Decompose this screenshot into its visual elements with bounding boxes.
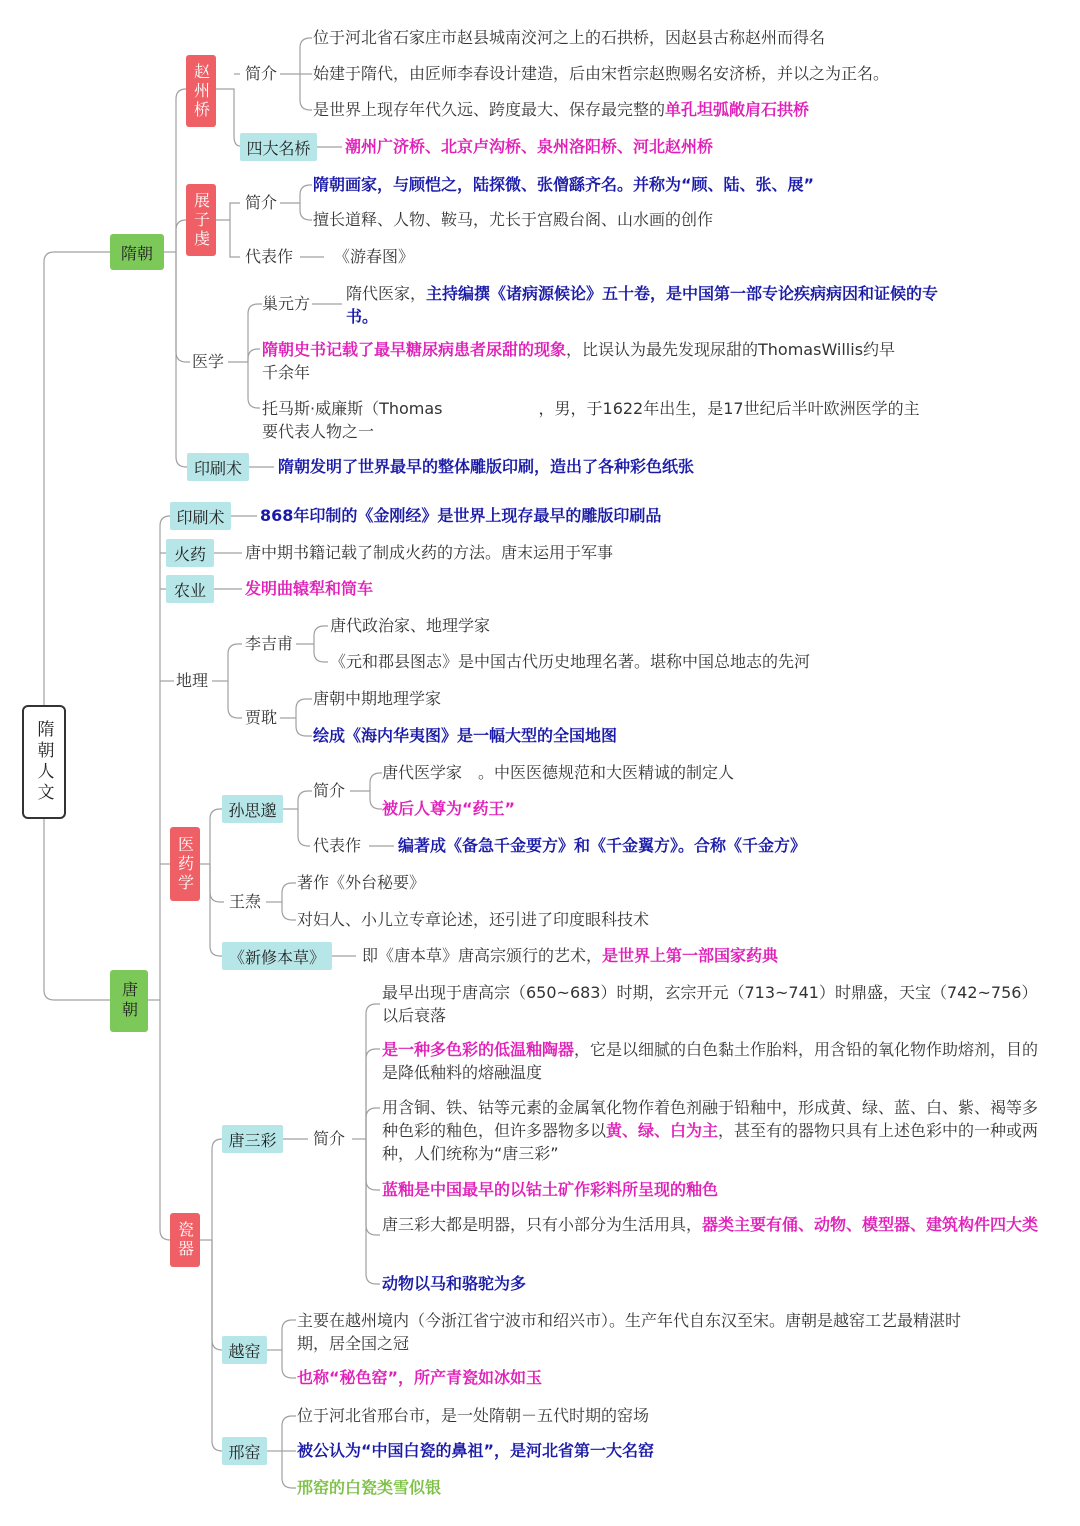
node-xing-kiln[interactable]: 邢窑 <box>222 1437 267 1465</box>
tsc-6: 动物以马和骆驼为多 <box>382 1274 527 1293</box>
tsc-4: 蓝釉是中国最早的以钴土矿作彩料所呈现的釉色 <box>382 1180 719 1199</box>
zhaozhou-intro-label: 简介 <box>245 64 278 83</box>
node-sun-simiao[interactable]: 孙思邈 <box>222 795 283 823</box>
wang-tao-1: 著作《外台秘要》 <box>297 873 426 892</box>
tsc-3: 用含铜、铁、钴等元素的金属氧化物作着色剂融于铅釉中，形成黄、绿、蓝、白、紫、褐等多种色彩的釉色，但许多器物多以黄、绿、白为主，甚至有的器物只具有上述色彩中的一种或两种，人们统称为“唐三彩” <box>382 1098 1039 1163</box>
node-zhanziqian[interactable]: 展子虔 <box>186 184 216 256</box>
zhaozhou-intro-3-highlight: 单孔坦弧敞肩石拱桥 <box>665 100 810 119</box>
root-node[interactable]: 隋朝人文 <box>22 705 66 819</box>
tsc-2: 是一种多色彩的低温釉陶器，它是以细腻的白色黏土作胎料，用含铅的氧化物作助熔剂，目的是降低釉料的熔融温度 <box>382 1040 1039 1082</box>
tang-gunpowder-text: 唐中期书籍记载了制成火药的方法。唐末运用于军事 <box>245 543 614 562</box>
tang-printing-text: 868年印制的《金刚经》是世界上现存最早的雕版印刷品 <box>260 506 662 525</box>
sui-printing-text: 隋朝发明了世界最早的整体雕版印刷，造出了各种彩色纸张 <box>278 457 695 476</box>
tsc-5-highlight: 器类主要有俑、动物、模型器、建筑构件四大类 <box>702 1215 1039 1234</box>
li-jifu-2: 《元和郡县图志》是中国古代历史地理名著。堪称中国总地志的先河 <box>330 652 811 671</box>
xing-kiln-1: 位于河北省邢台市，是一处隋朝－五代时期的窑场 <box>297 1406 650 1425</box>
wang-tao-label[interactable]: 王焘 <box>229 892 262 911</box>
node-xin-xiu-ben-cao[interactable]: 《新修本草》 <box>222 942 332 970</box>
node-tang-geography[interactable]: 地理 <box>176 671 209 690</box>
zhanziqian-intro-2: 擅长道释、人物、鞍马，尤长于宫殿台阁、山水画的创作 <box>313 210 714 229</box>
chao-yuanfang-label: 巢元方 <box>262 294 311 313</box>
node-four-bridges[interactable]: 四大名桥 <box>240 133 317 161</box>
node-zhaozhou-bridge[interactable]: 赵州桥 <box>186 55 216 127</box>
zhanziqian-intro-1: 隋朝画家，与顾恺之，陆探微、张僧繇齐名。并称为“顾、陆、张、展” <box>313 175 815 194</box>
zhanziqian-work-label: 代表作 <box>245 247 294 266</box>
wang-tao-2: 对妇人、小儿立专章论述，还引进了印度眼科技术 <box>297 910 650 929</box>
zhanziqian-intro-label: 简介 <box>245 193 278 212</box>
sun-intro-2: 被后人尊为“药王” <box>382 799 516 818</box>
jia-dan-1: 唐朝中期地理学家 <box>313 689 442 708</box>
tang-agriculture-text: 发明曲辕犁和筒车 <box>245 579 374 598</box>
jia-dan-label: 贾耽 <box>245 708 278 727</box>
diabetes-text: 隋朝史书记载了最早糖尿病患者尿甜的现象，比误认为最先发现尿甜的ThomasWillis约早千余年 <box>262 340 896 382</box>
node-tang-gunpowder[interactable]: 火药 <box>166 539 214 567</box>
sun-intro-label: 简介 <box>313 781 346 800</box>
node-sui-printing[interactable]: 印刷术 <box>187 453 249 481</box>
chao-yuanfang-text: 隋代医家，主持编撰《诸病源候论》五十卷，是中国第一部专论疾病病因和证候的专书。 <box>346 284 939 326</box>
li-jifu-1: 唐代政治家、地理学家 <box>330 616 491 635</box>
tsc-intro-label: 简介 <box>313 1129 346 1148</box>
zhanziqian-work-text: 《游春图》 <box>334 247 415 266</box>
node-sui-dynasty[interactable]: 隋朝 <box>110 234 164 270</box>
zhaozhou-intro-2: 始建于隋代，由匠师李春设计建造，后由宋哲宗赵煦赐名安济桥，并以之为正名。 <box>313 64 890 83</box>
sun-intro-1: 唐代医学家 。中医医德规范和大医精诚的制定人 <box>382 763 735 782</box>
zhaozhou-intro-1: 位于河北省石家庄市赵县城南洨河之上的石拱桥，因赵县古称赵州而得名 <box>313 28 826 47</box>
jia-dan-2: 绘成《海内华夷图》是一幅大型的全国地图 <box>313 726 618 745</box>
node-sui-medicine[interactable]: 医学 <box>192 352 225 371</box>
yue-kiln-1: 主要在越州境内（今浙江省宁波市和绍兴市）。生产年代自东汉至宋。唐朝是越窑工艺最精湛时期，居全国之冠 <box>297 1311 962 1353</box>
node-tang-porcelain[interactable]: 瓷器 <box>170 1213 200 1267</box>
node-yue-kiln[interactable]: 越窑 <box>222 1336 267 1364</box>
node-tang-agriculture[interactable]: 农业 <box>166 575 214 603</box>
four-bridges-text: 潮州广济桥、北京卢沟桥、泉州洛阳桥、河北赵州桥 <box>345 137 714 156</box>
thomas-willis-text: 托马斯·威廉斯（Thomas ，男，于1622年出生，是17世纪后半叶欧洲医学的主要代表人物之一 <box>262 399 920 441</box>
tsc-1: 最早出现于唐高宗（650~683）时期，玄宗开元（713~741）时鼎盛，天宝（742~756）以后衰落 <box>382 983 1038 1025</box>
sun-work-label: 代表作 <box>313 836 362 855</box>
xing-kiln-3: 邢窑的白瓷类雪似银 <box>297 1478 442 1497</box>
node-tang-medicine[interactable]: 医药学 <box>170 827 200 901</box>
xing-kiln-2: 被公认为“中国白瓷的鼻祖”，是河北省第一大名窑 <box>297 1441 655 1460</box>
tsc-3-highlight: 黄、绿、白为主 <box>606 1121 719 1140</box>
sun-work-text: 编著成《备急千金要方》和《千金翼方》。合称《千金方》 <box>398 836 807 855</box>
node-tang-printing[interactable]: 印刷术 <box>170 502 231 530</box>
diabetes-highlight: 隋朝史书记载了最早糖尿病患者尿甜的现象 <box>262 340 567 359</box>
node-tang-sancai[interactable]: 唐三彩 <box>222 1125 283 1153</box>
chao-yuanfang-highlight: 主持编撰《诸病源候论》五十卷，是中国第一部专论疾病病因和证候的专书。 <box>346 284 939 326</box>
tsc-2-highlight: 是一种多色彩的低温釉陶器 <box>382 1040 575 1059</box>
xin-xiu-ben-cao-text: 即《唐本草》唐高宗颁行的艺术，是世界上第一部国家药典 <box>362 946 779 965</box>
li-jifu-label: 李吉甫 <box>245 634 294 653</box>
zhaozhou-intro-3: 是世界上现存年代久远、跨度最大、保存最完整的单孔坦弧敞肩石拱桥 <box>313 100 810 119</box>
tsc-5: 唐三彩大都是明器，只有小部分为生活用具，器类主要有俑、动物、模型器、建筑构件四大类 <box>382 1215 1039 1234</box>
node-tang-dynasty[interactable]: 唐朝 <box>110 970 148 1032</box>
yue-kiln-2: 也称“秘色窑”，所产青瓷如冰如玉 <box>297 1368 543 1387</box>
xin-xiu-ben-cao-highlight: 是世界上第一部国家药典 <box>602 946 779 965</box>
